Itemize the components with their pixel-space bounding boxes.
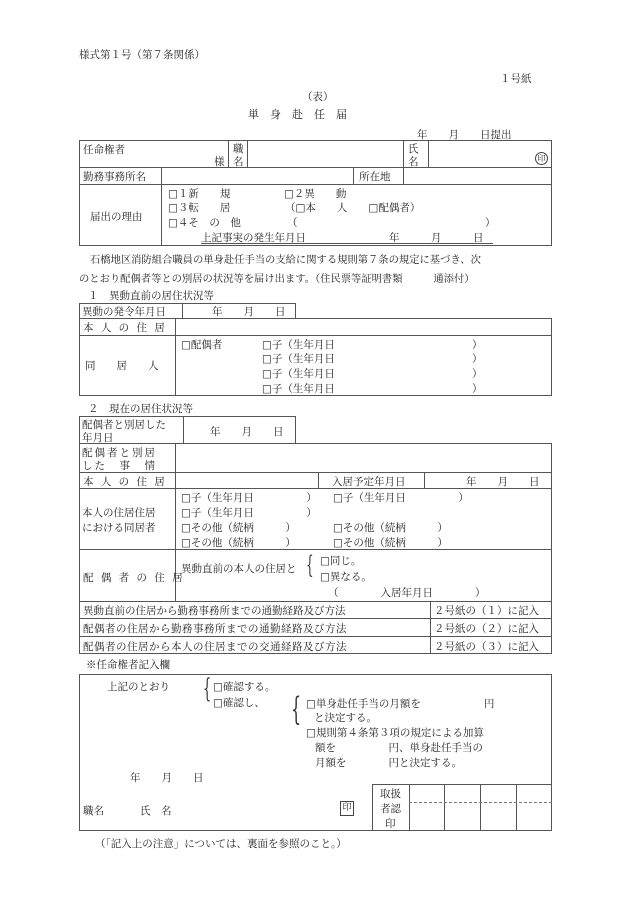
intro-line-2: のとおり配偶者等との別居の状況等を届け出ます。（住民票等証明書類 通添付） bbox=[79, 273, 475, 285]
title-label-2: 名 bbox=[233, 156, 244, 168]
current-cohabitants-label-2: における同居者 bbox=[82, 522, 156, 534]
current-cohabitants-label-1: 本人の住居住居 bbox=[82, 507, 156, 519]
reason-other[interactable]: □４そ の 他 bbox=[168, 217, 241, 229]
handler-label-3: 印 bbox=[385, 818, 396, 830]
separated-date-value[interactable]: 年 月 日 bbox=[210, 426, 284, 438]
brace-icon: { bbox=[203, 674, 212, 704]
seal-icon: 印 bbox=[535, 152, 548, 165]
brace-icon: { bbox=[291, 690, 302, 728]
appointer-suffix: 様 bbox=[214, 156, 225, 168]
handler-seal-cell-2[interactable] bbox=[446, 786, 478, 830]
footer-note: （「記入上の注意」については、裏面を参照のこと。） bbox=[95, 838, 347, 850]
intro-line-1: 石橋地区消防組合職員の単身赴任手当の支給に関する規則第７条の規定に基づき、次 bbox=[90, 254, 481, 266]
brace-icon: { bbox=[306, 551, 314, 579]
occurrence-label: 上記事実の発生年月日 bbox=[201, 232, 306, 244]
route-ref-1: ２号紙の（１）に記入 bbox=[434, 605, 539, 617]
spouse-move-in-date[interactable]: （ 入居年月日 ） bbox=[328, 587, 486, 599]
spouse-residence-compare: 異動直前の本人の住居と bbox=[181, 563, 297, 575]
name-label-2: 名 bbox=[408, 156, 419, 168]
appointer-section-heading: ※任命権者記入欄 bbox=[86, 659, 170, 671]
confirm-and-option[interactable]: □確認し、 bbox=[213, 697, 265, 709]
reason-move[interactable]: □３転 居 bbox=[168, 202, 231, 214]
seal-mark bbox=[535, 152, 548, 165]
location-label: 所在地 bbox=[359, 171, 391, 183]
handler-label-1: 取扱 bbox=[380, 788, 401, 800]
allowance-decide: と決定する。 bbox=[314, 712, 377, 724]
form-reference: 様式第１号（第７条関係） bbox=[79, 49, 205, 61]
order-date-value[interactable]: 年 月 日 bbox=[212, 306, 286, 318]
reason-new[interactable]: □１新 規 bbox=[168, 188, 231, 200]
name-input[interactable] bbox=[431, 142, 531, 165]
spouse-different[interactable]: □異なる。 bbox=[320, 571, 372, 583]
office-label: 勤務事務所名 bbox=[83, 171, 146, 183]
appointer-seal bbox=[340, 801, 354, 816]
additional-amount-option[interactable]: □規則第４条第３項の規定による加算 bbox=[306, 727, 484, 739]
cohabitant-spouse[interactable]: □配偶者 bbox=[181, 339, 223, 351]
separation-reason-text-1: 配偶者と別居 bbox=[82, 447, 157, 459]
close-paren-4: ） bbox=[472, 383, 483, 395]
reason-other-close: ） bbox=[485, 217, 496, 229]
separation-reason-text-2: した 事 情 bbox=[82, 460, 157, 472]
handler-seal-cell-4[interactable] bbox=[518, 786, 550, 830]
appointer-date[interactable]: 年 月 日 bbox=[130, 772, 204, 784]
cohabitant-child-2[interactable]: □子（生年月日 bbox=[262, 353, 335, 365]
as-above-label: 上記のとおり bbox=[107, 681, 170, 693]
current-child-3[interactable]: □子（生年月日 ） bbox=[181, 507, 317, 519]
close-paren-1: ） bbox=[472, 339, 483, 351]
title-input[interactable] bbox=[250, 142, 400, 165]
current-other-2[interactable]: □その他（続柄 ） bbox=[333, 522, 448, 534]
separation-reason-label-2 bbox=[82, 458, 157, 473]
handler-seal-cell-1[interactable] bbox=[411, 786, 443, 830]
route-label-1: 異動直前の住居から勤務事務所までの通勤経路及び方法 bbox=[83, 605, 346, 617]
sheet-number: １号紙 bbox=[500, 73, 532, 85]
separated-date-label-1: 配偶者と別居した bbox=[82, 419, 166, 431]
current-other-3[interactable]: □その他（続柄 ） bbox=[181, 537, 296, 549]
current-residence-text: 本 人 の 住 居 bbox=[83, 476, 167, 488]
additional-amount-line-3: 月額を 円と決定する。 bbox=[315, 757, 462, 769]
spouse-same[interactable]: □同じ。 bbox=[320, 555, 362, 567]
cohabitant-child-4[interactable]: □子（生年月日 bbox=[262, 383, 335, 395]
spouse-residence-text: 配 偶 者 の 住 居 bbox=[83, 572, 185, 584]
allowance-amount-option[interactable]: □単身赴任手当の月額を 円 bbox=[306, 698, 495, 710]
route-ref-3: ２号紙の（３）に記入 bbox=[434, 641, 539, 653]
additional-amount-line-2: 額を 円、単身赴任手当の bbox=[315, 742, 483, 754]
close-paren-3: ） bbox=[472, 368, 483, 380]
separation-reason-input[interactable] bbox=[178, 445, 548, 471]
route-label-2: 配偶者の住居から勤務事務所までの通勤経路及び方法 bbox=[83, 623, 347, 635]
route-ref-2: ２号紙の（２）に記入 bbox=[434, 623, 539, 635]
appointer-title-label: 職名 bbox=[83, 805, 104, 817]
current-residence-input[interactable] bbox=[178, 474, 316, 487]
cohabitant-child-3[interactable]: □子（生年月日 bbox=[262, 368, 335, 380]
seal-icon: 印 bbox=[340, 801, 354, 816]
prev-residence-label bbox=[83, 320, 167, 335]
reason-label: 届出の理由 bbox=[90, 211, 143, 223]
name-label-1: 氏 bbox=[408, 143, 419, 155]
appointer-label: 任命権者 bbox=[83, 144, 125, 156]
current-residence-label bbox=[83, 474, 167, 489]
side-label: （表） bbox=[302, 91, 334, 103]
occurrence-date[interactable]: 年 月 日 bbox=[389, 232, 484, 244]
section2-heading: ２ 現在の居住状況等 bbox=[88, 403, 193, 415]
appointer-name-label: 氏 名 bbox=[140, 805, 172, 817]
reason-transfer[interactable]: □２異 動 bbox=[284, 188, 347, 200]
current-child-2[interactable]: □子（生年月日 ） bbox=[333, 492, 469, 504]
form-title: 単 身 赴 任 届 bbox=[248, 108, 347, 121]
location-input[interactable] bbox=[406, 169, 549, 183]
confirm-option[interactable]: □確認する。 bbox=[213, 681, 276, 693]
spouse-residence-label bbox=[83, 570, 185, 585]
cohabitant-label: 同 居 人 bbox=[85, 360, 159, 372]
reason-move-who[interactable]: （□本 人 □配偶者） bbox=[285, 202, 421, 214]
prev-residence-text: 本 人 の 住 居 bbox=[83, 322, 167, 334]
route-label-3: 配偶者の住居から本人の住居までの交通経路及び方法 bbox=[83, 641, 347, 653]
cohabitant-child-1[interactable]: □子（生年月日 bbox=[262, 339, 335, 351]
title-label-1: 職 bbox=[233, 143, 244, 155]
section1-heading: １ 異動直前の居住状況等 bbox=[88, 290, 214, 302]
move-in-value[interactable]: 年 月 日 bbox=[466, 476, 540, 488]
office-input[interactable] bbox=[164, 169, 350, 183]
current-other-4[interactable]: □その他（続柄 ） bbox=[333, 537, 448, 549]
move-in-label: 入居予定年月日 bbox=[332, 476, 406, 488]
submit-date: 年 月 日提出 bbox=[417, 129, 512, 141]
order-date-label: 異動の発令年月日 bbox=[82, 306, 166, 318]
handler-seal-cell-3[interactable] bbox=[482, 786, 514, 830]
prev-residence-input[interactable] bbox=[178, 320, 548, 334]
close-paren-2: ） bbox=[472, 353, 483, 365]
current-child-1[interactable]: □子（生年月日 ） bbox=[181, 492, 317, 504]
current-other-1[interactable]: □その他（続柄 ） bbox=[181, 522, 296, 534]
separated-date-label-2: 年月日 bbox=[82, 432, 114, 444]
reason-other-open: （ bbox=[287, 217, 298, 229]
handler-label-2: 者認 bbox=[380, 803, 401, 815]
